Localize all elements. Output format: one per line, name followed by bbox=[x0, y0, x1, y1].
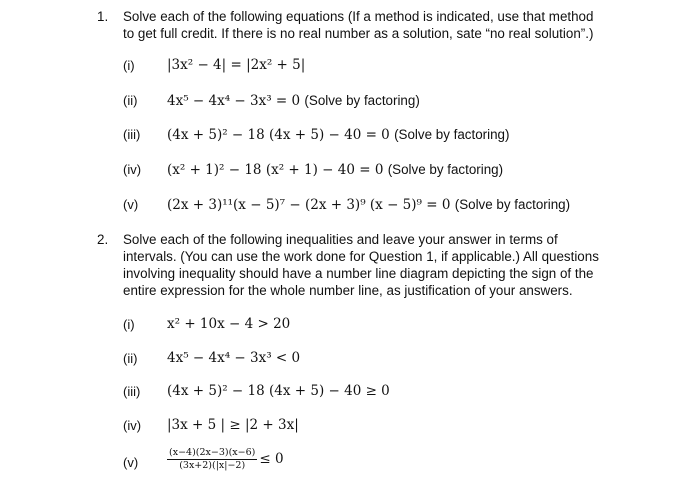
denominator: (3x+2)(|x|−2) bbox=[179, 460, 246, 471]
item-label: (i) bbox=[123, 58, 135, 73]
equation: (4x + 5)² − 18 (4x + 5) − 40 = 0 bbox=[167, 127, 390, 143]
method-note: (Solve by factoring) bbox=[304, 93, 420, 108]
equation-line bbox=[167, 126, 509, 144]
method-note: (Solve by factoring) bbox=[454, 197, 571, 212]
inequality: |3x + 5 | ≥ |2 + 3x| bbox=[167, 417, 299, 433]
question-2-text-line-1: Solve each of the following inequalities and leave your answer in terms of bbox=[123, 232, 558, 247]
fraction bbox=[167, 447, 257, 472]
equation: (2x + 3)¹¹(x − 5)⁷ − (2x + 3)⁹ (x − 5)⁹ = 0 bbox=[167, 197, 451, 213]
item-label: (i) bbox=[123, 317, 135, 332]
item-label: (iv) bbox=[123, 162, 142, 177]
item-label: (iv) bbox=[123, 418, 142, 433]
equation: |3x² − 4| = |2x² + 5| bbox=[167, 57, 306, 73]
question-2-text-line-3: involving inequality should have a number line diagram depicting the sign of the bbox=[123, 266, 594, 281]
inequality: 4x⁵ − 4x⁴ − 3x³ < 0 bbox=[167, 350, 301, 366]
inequality: (4x + 5)² − 18 (4x + 5) − 40 ≥ 0 bbox=[167, 383, 390, 399]
equation-line bbox=[167, 196, 570, 214]
question-2-number: 2. bbox=[97, 232, 109, 247]
item-label: (iii) bbox=[123, 127, 141, 142]
equation-line bbox=[167, 92, 420, 110]
equation-line bbox=[167, 161, 503, 179]
question-1 bbox=[0, 0, 700, 230]
inequality-sign: ≤ 0 bbox=[259, 451, 284, 467]
item-label: (ii) bbox=[123, 93, 138, 108]
item-label: (v) bbox=[123, 197, 139, 212]
inequality: x² + 10x − 4 > 20 bbox=[167, 316, 291, 332]
equation: 4x⁵ − 4x⁴ − 3x³ = 0 bbox=[167, 93, 301, 109]
question-2-text-line-2: intervals. (You can use the work done for Question 1, if applicable.) All questions bbox=[123, 249, 599, 264]
equation: (x² + 1)² − 18 (x² + 1) − 40 = 0 bbox=[167, 162, 384, 178]
numerator: (x−4)(2x−3)(x−6) bbox=[169, 447, 256, 458]
question-2-text-line-4: entire expression for the whole number line, as justification of your answers. bbox=[123, 283, 573, 298]
item-label: (ii) bbox=[123, 351, 138, 366]
item-label: (iii) bbox=[123, 384, 141, 399]
question-1-number: 1. bbox=[97, 9, 109, 24]
question-1-text-line-1: Solve each of the following equations (If a method is indicated, use that method bbox=[123, 9, 594, 24]
question-1-text-line-2: to get full credit. If there is no real number as a solution, sate “no real solution”.) bbox=[123, 26, 594, 41]
item-label: (v) bbox=[123, 455, 139, 470]
method-note: (Solve by factoring) bbox=[387, 162, 504, 177]
question-2 bbox=[0, 225, 700, 484]
method-note: (Solve by factoring) bbox=[394, 127, 510, 142]
inequality bbox=[167, 447, 284, 472]
